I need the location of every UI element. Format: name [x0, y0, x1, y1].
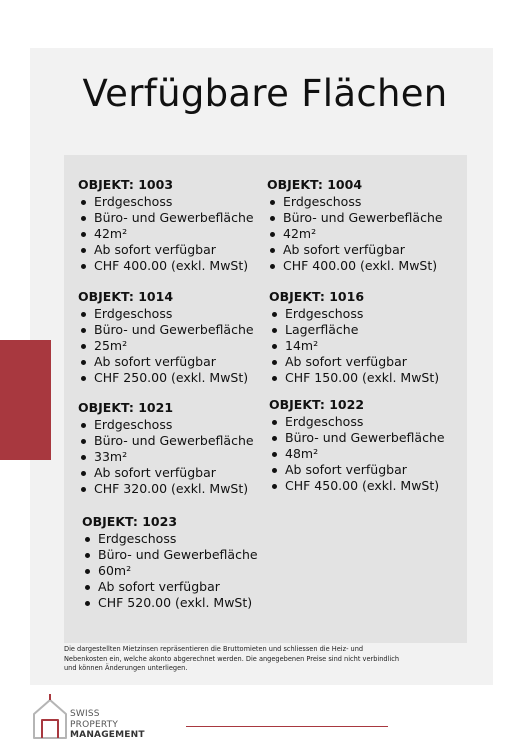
object-title: OBJEKT: 1021: [78, 400, 174, 415]
object-1016: [269, 289, 439, 386]
object-item: Erdgeschoss: [78, 194, 254, 210]
object-item: Ab sofort verfügbar: [267, 242, 443, 258]
object-item: Büro- und Gewerbefläche: [267, 210, 443, 226]
accent-bar: [0, 340, 51, 460]
object-item: CHF 150.00 (exkl. MwSt): [269, 370, 439, 386]
company-name-line: MANAGEMENT: [70, 730, 145, 740]
object-item: CHF 320.00 (exkl. MwSt): [78, 481, 254, 497]
price-disclaimer: [64, 645, 434, 674]
object-title: OBJEKT: 1003: [78, 177, 174, 192]
object-item: 33m²: [78, 449, 254, 465]
object-item: CHF 400.00 (exkl. MwSt): [78, 258, 254, 274]
object-item: Ab sofort verfügbar: [78, 242, 254, 258]
object-item: Ab sofort verfügbar: [269, 354, 439, 370]
object-item: 42m²: [267, 226, 443, 242]
footer-divider: [186, 726, 388, 727]
object-item: Erdgeschoss: [269, 414, 445, 430]
object-title: OBJEKT: 1023: [82, 514, 178, 529]
object-1022: [269, 397, 445, 494]
company-name-line: SWISS: [70, 709, 100, 719]
company-name: [70, 709, 145, 741]
page-title: Verfügbare Flächen: [82, 72, 448, 115]
object-1003: [78, 177, 254, 274]
company-name-line: PROPERTY: [70, 719, 119, 730]
object-item: 25m²: [78, 338, 254, 354]
disclaimer-line: und können Änderungen unterliegen.: [64, 664, 188, 672]
object-1014: [78, 289, 254, 386]
object-title: OBJEKT: 1014: [78, 289, 174, 304]
object-item: CHF 450.00 (exkl. MwSt): [269, 478, 445, 494]
object-1021: [78, 400, 254, 497]
object-title: OBJEKT: 1016: [269, 289, 365, 304]
object-item: CHF 400.00 (exkl. MwSt): [267, 258, 443, 274]
object-item: Büro- und Gewerbefläche: [82, 547, 258, 563]
object-item: Büro- und Gewerbefläche: [78, 322, 254, 338]
object-item: 60m²: [82, 563, 258, 579]
object-item: 14m²: [269, 338, 439, 354]
disclaimer-line: Nebenkosten ein, welche akonto abgerechnet werden. Die angegebenen Preise sind nicht verbindlich: [64, 654, 400, 663]
object-item: Ab sofort verfügbar: [78, 354, 254, 370]
object-item: 48m²: [269, 446, 445, 462]
object-item: 42m²: [78, 226, 254, 242]
object-title: OBJEKT: 1022: [269, 397, 365, 412]
object-item: CHF 520.00 (exkl. MwSt): [82, 595, 258, 611]
object-item: CHF 250.00 (exkl. MwSt): [78, 370, 254, 386]
object-item: Büro- und Gewerbefläche: [78, 433, 254, 449]
object-1004: [267, 177, 443, 274]
object-item: Erdgeschoss: [78, 417, 254, 433]
object-item: Erdgeschoss: [82, 531, 258, 547]
object-1023: [82, 514, 258, 611]
object-item: Ab sofort verfügbar: [82, 579, 258, 595]
object-item: Ab sofort verfügbar: [78, 465, 254, 481]
disclaimer-line: Die dargestellten Mietzinsen repräsentieren die Bruttomieten und schliessen die Heiz- und: [64, 645, 364, 653]
object-item: Erdgeschoss: [267, 194, 443, 210]
house-logo-icon: [34, 694, 66, 738]
object-item: Büro- und Gewerbefläche: [269, 430, 445, 446]
object-item: Lagerfläche: [269, 322, 439, 338]
object-item: Büro- und Gewerbefläche: [78, 210, 254, 226]
object-item: Erdgeschoss: [78, 306, 254, 322]
object-item: Erdgeschoss: [269, 306, 439, 322]
object-title: OBJEKT: 1004: [267, 177, 363, 192]
object-item: Ab sofort verfügbar: [269, 462, 445, 478]
